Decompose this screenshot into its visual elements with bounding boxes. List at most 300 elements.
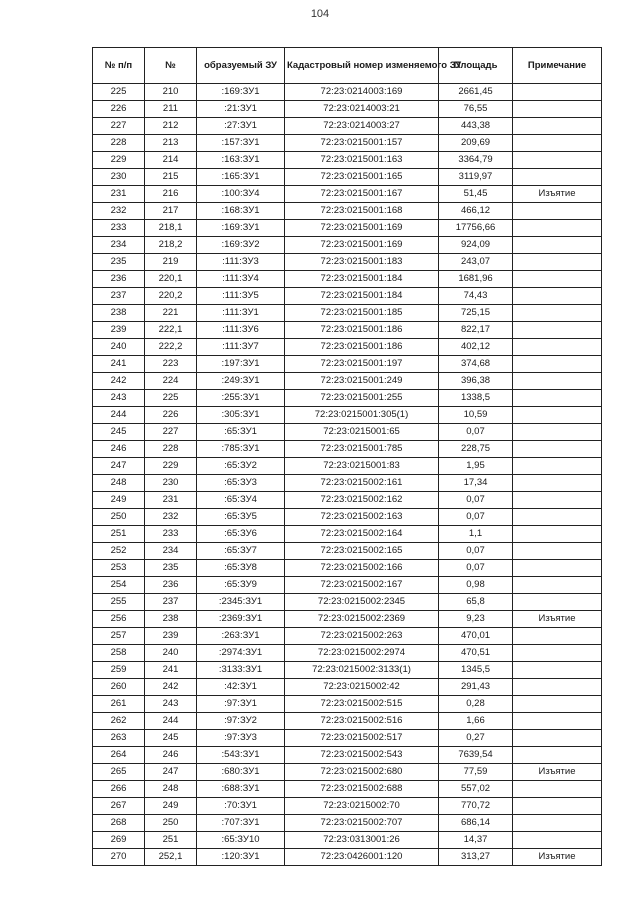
- table-row: [93, 101, 602, 118]
- cell-area: 74,43: [439, 288, 513, 305]
- cell-note: [513, 798, 602, 815]
- cell-area: 1,66: [439, 713, 513, 730]
- cell-formed-plot: :111:ЗУ4: [197, 271, 285, 288]
- cell-area: 396,38: [439, 373, 513, 390]
- table-row: [93, 339, 602, 356]
- cell-formed-plot: :169:ЗУ1: [197, 220, 285, 237]
- cell-number: 216: [145, 186, 197, 203]
- cell-number: 224: [145, 373, 197, 390]
- table-row: [93, 679, 602, 696]
- cell-row-number: 246: [93, 441, 145, 458]
- cell-note: Изъятие: [513, 849, 602, 866]
- table-row: [93, 781, 602, 798]
- cell-note: [513, 458, 602, 475]
- cell-cadastral-number: 72:23:0215001:157: [285, 135, 439, 152]
- table-row: [93, 118, 602, 135]
- cell-number: 235: [145, 560, 197, 577]
- cell-formed-plot: :97:ЗУ3: [197, 730, 285, 747]
- cell-area: 3364,79: [439, 152, 513, 169]
- cell-formed-plot: :168:ЗУ1: [197, 203, 285, 220]
- cell-row-number: 247: [93, 458, 145, 475]
- table-row: [93, 730, 602, 747]
- cell-row-number: 256: [93, 611, 145, 628]
- cell-number: 230: [145, 475, 197, 492]
- cell-number: 238: [145, 611, 197, 628]
- table-row: [93, 373, 602, 390]
- cell-number: 252,1: [145, 849, 197, 866]
- cell-row-number: 250: [93, 509, 145, 526]
- cell-row-number: 243: [93, 390, 145, 407]
- cell-note: [513, 101, 602, 118]
- cell-area: 51,45: [439, 186, 513, 203]
- cell-area: 374,68: [439, 356, 513, 373]
- cell-note: [513, 271, 602, 288]
- cell-formed-plot: :65:ЗУ9: [197, 577, 285, 594]
- cell-row-number: 240: [93, 339, 145, 356]
- cell-note: [513, 390, 602, 407]
- cell-note: [513, 594, 602, 611]
- header-area: Площадь: [439, 48, 513, 84]
- cell-note: [513, 628, 602, 645]
- cell-note: [513, 305, 602, 322]
- cell-number: 250: [145, 815, 197, 832]
- cell-number: 239: [145, 628, 197, 645]
- cell-number: 242: [145, 679, 197, 696]
- cell-number: 234: [145, 543, 197, 560]
- cell-note: [513, 679, 602, 696]
- cell-area: 14,37: [439, 832, 513, 849]
- cell-formed-plot: :65:ЗУ2: [197, 458, 285, 475]
- cell-number: 218,2: [145, 237, 197, 254]
- table-row: [93, 288, 602, 305]
- cell-formed-plot: :97:ЗУ1: [197, 696, 285, 713]
- cell-formed-plot: :543:ЗУ1: [197, 747, 285, 764]
- table-row: [93, 594, 602, 611]
- cell-cadastral-number: 72:23:0214003:21: [285, 101, 439, 118]
- cell-number: 220,2: [145, 288, 197, 305]
- cell-formed-plot: :21:ЗУ1: [197, 101, 285, 118]
- table-row: [93, 492, 602, 509]
- table-row: [93, 849, 602, 866]
- cell-area: 0,27: [439, 730, 513, 747]
- cell-formed-plot: :27:ЗУ1: [197, 118, 285, 135]
- cell-row-number: 268: [93, 815, 145, 832]
- cell-row-number: 270: [93, 849, 145, 866]
- cell-row-number: 269: [93, 832, 145, 849]
- table-row: [93, 458, 602, 475]
- cell-formed-plot: :100:ЗУ4: [197, 186, 285, 203]
- table-row: [93, 169, 602, 186]
- cell-formed-plot: :3133:ЗУ1: [197, 662, 285, 679]
- cell-row-number: 262: [93, 713, 145, 730]
- cell-cadastral-number: 72:23:0215001:186: [285, 322, 439, 339]
- cell-cadastral-number: 72:23:0215002:3133(1): [285, 662, 439, 679]
- cell-row-number: 235: [93, 254, 145, 271]
- table-row: [93, 543, 602, 560]
- cell-note: [513, 339, 602, 356]
- cell-note: [513, 220, 602, 237]
- cell-note: [513, 237, 602, 254]
- cell-area: 7639,54: [439, 747, 513, 764]
- table-row: [93, 815, 602, 832]
- cell-formed-plot: :65:ЗУ6: [197, 526, 285, 543]
- cell-formed-plot: :305:ЗУ1: [197, 407, 285, 424]
- cell-cadastral-number: 72:23:0215001:83: [285, 458, 439, 475]
- cell-number: 243: [145, 696, 197, 713]
- cell-area: 1,95: [439, 458, 513, 475]
- cell-note: [513, 118, 602, 135]
- table-row: [93, 560, 602, 577]
- cell-note: [513, 577, 602, 594]
- cell-cadastral-number: 72:23:0215002:517: [285, 730, 439, 747]
- table-row: [93, 696, 602, 713]
- cell-row-number: 267: [93, 798, 145, 815]
- cell-note: [513, 441, 602, 458]
- cell-area: 17756,66: [439, 220, 513, 237]
- cell-formed-plot: :2369:ЗУ1: [197, 611, 285, 628]
- cell-note: [513, 832, 602, 849]
- cell-row-number: 249: [93, 492, 145, 509]
- cell-number: 214: [145, 152, 197, 169]
- header-formed-plot: образуемый ЗУ: [197, 48, 285, 84]
- cell-formed-plot: :165:ЗУ1: [197, 169, 285, 186]
- table-row: [93, 628, 602, 645]
- table-row: [93, 526, 602, 543]
- table-row: [93, 662, 602, 679]
- cell-area: 2661,45: [439, 84, 513, 101]
- cell-row-number: 266: [93, 781, 145, 798]
- cell-number: 244: [145, 713, 197, 730]
- cell-row-number: 260: [93, 679, 145, 696]
- cell-row-number: 225: [93, 84, 145, 101]
- cell-formed-plot: :111:ЗУ1: [197, 305, 285, 322]
- cell-number: 213: [145, 135, 197, 152]
- cell-note: [513, 781, 602, 798]
- cell-area: 77,59: [439, 764, 513, 781]
- cell-note: [513, 203, 602, 220]
- cell-number: 241: [145, 662, 197, 679]
- table-row: [93, 747, 602, 764]
- cell-number: 220,1: [145, 271, 197, 288]
- cell-note: [513, 254, 602, 271]
- cell-formed-plot: :163:ЗУ1: [197, 152, 285, 169]
- cell-row-number: 237: [93, 288, 145, 305]
- table-row: [93, 407, 602, 424]
- page-number: 104: [310, 8, 330, 20]
- cell-note: [513, 543, 602, 560]
- cell-formed-plot: :197:ЗУ1: [197, 356, 285, 373]
- cell-row-number: 258: [93, 645, 145, 662]
- cell-cadastral-number: 72:23:0215001:169: [285, 220, 439, 237]
- cell-note: [513, 662, 602, 679]
- table-row: [93, 441, 602, 458]
- cell-row-number: 241: [93, 356, 145, 373]
- cell-cadastral-number: 72:23:0215002:166: [285, 560, 439, 577]
- cell-number: 225: [145, 390, 197, 407]
- cell-note: [513, 424, 602, 441]
- cell-row-number: 231: [93, 186, 145, 203]
- cell-note: [513, 373, 602, 390]
- cell-area: 924,09: [439, 237, 513, 254]
- cell-area: 3119,97: [439, 169, 513, 186]
- cell-number: 249: [145, 798, 197, 815]
- cell-area: 65,8: [439, 594, 513, 611]
- cell-row-number: 248: [93, 475, 145, 492]
- cell-cadastral-number: 72:23:0214003:27: [285, 118, 439, 135]
- cell-note: [513, 152, 602, 169]
- cell-row-number: 257: [93, 628, 145, 645]
- cell-cadastral-number: 72:23:0215001:186: [285, 339, 439, 356]
- cell-area: 0,28: [439, 696, 513, 713]
- cell-formed-plot: :111:ЗУ3: [197, 254, 285, 271]
- cell-row-number: 254: [93, 577, 145, 594]
- cell-note: [513, 509, 602, 526]
- cell-formed-plot: :65:ЗУ8: [197, 560, 285, 577]
- cell-cadastral-number: 72:23:0215002:2974: [285, 645, 439, 662]
- cell-area: 1345,5: [439, 662, 513, 679]
- cell-area: 0,07: [439, 560, 513, 577]
- cell-cadastral-number: 72:23:0215002:165: [285, 543, 439, 560]
- cell-cadastral-number: 72:23:0215001:167: [285, 186, 439, 203]
- cell-row-number: 265: [93, 764, 145, 781]
- table-header-row: [93, 48, 602, 84]
- cell-row-number: 238: [93, 305, 145, 322]
- cell-cadastral-number: 72:23:0215001:168: [285, 203, 439, 220]
- cell-area: 313,27: [439, 849, 513, 866]
- cell-formed-plot: :70:ЗУ1: [197, 798, 285, 815]
- cell-cadastral-number: 72:23:0215002:161: [285, 475, 439, 492]
- cell-cadastral-number: 72:23:0215002:2345: [285, 594, 439, 611]
- cell-cadastral-number: 72:23:0215002:680: [285, 764, 439, 781]
- cell-number: 221: [145, 305, 197, 322]
- cell-number: 219: [145, 254, 197, 271]
- cell-row-number: 232: [93, 203, 145, 220]
- table-body: [93, 84, 602, 866]
- cell-number: 232: [145, 509, 197, 526]
- cell-row-number: 264: [93, 747, 145, 764]
- cell-note: [513, 645, 602, 662]
- cell-note: [513, 730, 602, 747]
- cell-row-number: 253: [93, 560, 145, 577]
- cell-note: [513, 84, 602, 101]
- cell-formed-plot: :120:ЗУ1: [197, 849, 285, 866]
- cell-formed-plot: :680:ЗУ1: [197, 764, 285, 781]
- cell-number: 222,2: [145, 339, 197, 356]
- cell-number: 226: [145, 407, 197, 424]
- table-row: [93, 271, 602, 288]
- cell-note: [513, 356, 602, 373]
- cell-formed-plot: :688:ЗУ1: [197, 781, 285, 798]
- cell-cadastral-number: 72:23:0215001:184: [285, 288, 439, 305]
- cell-area: 470,51: [439, 645, 513, 662]
- cell-row-number: 226: [93, 101, 145, 118]
- cell-formed-plot: :169:ЗУ2: [197, 237, 285, 254]
- cell-area: 209,69: [439, 135, 513, 152]
- cell-note: [513, 407, 602, 424]
- cell-area: 17,34: [439, 475, 513, 492]
- cell-cadastral-number: 72:23:0215002:2369: [285, 611, 439, 628]
- cell-note: [513, 815, 602, 832]
- cell-cadastral-number: 72:23:0215001:163: [285, 152, 439, 169]
- cell-cadastral-number: 72:23:0215002:707: [285, 815, 439, 832]
- header-cadastral-number: Кадастровый номер изменяемого ЗУ: [285, 48, 439, 84]
- cell-formed-plot: :707:ЗУ1: [197, 815, 285, 832]
- cell-note: Изъятие: [513, 764, 602, 781]
- cell-cadastral-number: 72:23:0215001:785: [285, 441, 439, 458]
- cell-number: 236: [145, 577, 197, 594]
- table-row: [93, 322, 602, 339]
- cell-row-number: 263: [93, 730, 145, 747]
- cell-number: 251: [145, 832, 197, 849]
- cell-row-number: 255: [93, 594, 145, 611]
- cell-area: 725,15: [439, 305, 513, 322]
- cell-cadastral-number: 72:23:0215002:70: [285, 798, 439, 815]
- cell-row-number: 233: [93, 220, 145, 237]
- table-row: [93, 798, 602, 815]
- cell-cadastral-number: 72:23:0215001:184: [285, 271, 439, 288]
- table-row: [93, 832, 602, 849]
- cell-number: 233: [145, 526, 197, 543]
- cell-formed-plot: :249:ЗУ1: [197, 373, 285, 390]
- cell-note: [513, 475, 602, 492]
- cell-number: 215: [145, 169, 197, 186]
- cell-area: 770,72: [439, 798, 513, 815]
- cell-formed-plot: :65:ЗУ5: [197, 509, 285, 526]
- cell-area: 822,17: [439, 322, 513, 339]
- cell-number: 246: [145, 747, 197, 764]
- table-row: [93, 305, 602, 322]
- cell-number: 245: [145, 730, 197, 747]
- cell-cadastral-number: 72:23:0215001:183: [285, 254, 439, 271]
- cell-number: 229: [145, 458, 197, 475]
- cell-number: 222,1: [145, 322, 197, 339]
- cell-area: 470,01: [439, 628, 513, 645]
- cell-row-number: 261: [93, 696, 145, 713]
- land-plots-table: [92, 47, 602, 866]
- cell-number: 227: [145, 424, 197, 441]
- table-row: [93, 356, 602, 373]
- cell-area: 10,59: [439, 407, 513, 424]
- cell-area: 228,75: [439, 441, 513, 458]
- cell-area: 1681,96: [439, 271, 513, 288]
- table-row: [93, 390, 602, 407]
- cell-area: 686,14: [439, 815, 513, 832]
- cell-number: 218,1: [145, 220, 197, 237]
- cell-formed-plot: :169:ЗУ1: [197, 84, 285, 101]
- cell-note: [513, 135, 602, 152]
- cell-row-number: 252: [93, 543, 145, 560]
- cell-number: 237: [145, 594, 197, 611]
- cell-area: 291,43: [439, 679, 513, 696]
- cell-row-number: 259: [93, 662, 145, 679]
- cell-formed-plot: :97:ЗУ2: [197, 713, 285, 730]
- table-row: [93, 713, 602, 730]
- cell-formed-plot: :65:ЗУ7: [197, 543, 285, 560]
- cell-cadastral-number: 72:23:0215001:249: [285, 373, 439, 390]
- table-row: [93, 203, 602, 220]
- cell-area: 1338,5: [439, 390, 513, 407]
- cell-area: 9,23: [439, 611, 513, 628]
- table-row: [93, 220, 602, 237]
- cell-note: [513, 169, 602, 186]
- cell-number: 212: [145, 118, 197, 135]
- cell-cadastral-number: 72:23:0215002:515: [285, 696, 439, 713]
- cell-number: 210: [145, 84, 197, 101]
- cell-row-number: 234: [93, 237, 145, 254]
- cell-number: 248: [145, 781, 197, 798]
- header-note: Примечание: [513, 48, 602, 84]
- cell-cadastral-number: 72:23:0215001:65: [285, 424, 439, 441]
- cell-cadastral-number: 72:23:0215002:688: [285, 781, 439, 798]
- cell-formed-plot: :2974:ЗУ1: [197, 645, 285, 662]
- cell-area: 243,07: [439, 254, 513, 271]
- table-row: [93, 84, 602, 101]
- cell-area: 402,12: [439, 339, 513, 356]
- table-row: [93, 645, 602, 662]
- table-row: [93, 254, 602, 271]
- table-row: [93, 577, 602, 594]
- cell-area: 443,38: [439, 118, 513, 135]
- table-row: [93, 424, 602, 441]
- cell-number: 223: [145, 356, 197, 373]
- cell-area: 1,1: [439, 526, 513, 543]
- cell-row-number: 229: [93, 152, 145, 169]
- cell-formed-plot: :263:ЗУ1: [197, 628, 285, 645]
- cell-note: [513, 560, 602, 577]
- cell-cadastral-number: 72:23:0313001:26: [285, 832, 439, 849]
- cell-area: 0,07: [439, 492, 513, 509]
- cell-row-number: 230: [93, 169, 145, 186]
- cell-row-number: 244: [93, 407, 145, 424]
- cell-formed-plot: :65:ЗУ10: [197, 832, 285, 849]
- cell-cadastral-number: 72:23:0215001:165: [285, 169, 439, 186]
- header-number: №: [145, 48, 197, 84]
- cell-row-number: 242: [93, 373, 145, 390]
- cell-note: Изъятие: [513, 611, 602, 628]
- cell-area: 0,98: [439, 577, 513, 594]
- cell-number: 228: [145, 441, 197, 458]
- cell-formed-plot: :65:ЗУ3: [197, 475, 285, 492]
- cell-row-number: 245: [93, 424, 145, 441]
- cell-formed-plot: :255:ЗУ1: [197, 390, 285, 407]
- cell-note: [513, 713, 602, 730]
- cell-formed-plot: :65:ЗУ1: [197, 424, 285, 441]
- cell-note: [513, 526, 602, 543]
- cell-row-number: 227: [93, 118, 145, 135]
- cell-cadastral-number: 72:23:0215001:169: [285, 237, 439, 254]
- cell-cadastral-number: 72:23:0215002:263: [285, 628, 439, 645]
- cell-cadastral-number: 72:23:0215001:185: [285, 305, 439, 322]
- cell-formed-plot: :42:ЗУ1: [197, 679, 285, 696]
- cell-cadastral-number: 72:23:0215002:164: [285, 526, 439, 543]
- cell-number: 240: [145, 645, 197, 662]
- cell-cadastral-number: 72:23:0215002:167: [285, 577, 439, 594]
- cell-number: 231: [145, 492, 197, 509]
- cell-area: 557,02: [439, 781, 513, 798]
- table-row: [93, 509, 602, 526]
- table-row: [93, 475, 602, 492]
- cell-area: 0,07: [439, 543, 513, 560]
- cell-formed-plot: :111:ЗУ6: [197, 322, 285, 339]
- cell-cadastral-number: 72:23:0215001:197: [285, 356, 439, 373]
- cell-formed-plot: :111:ЗУ5: [197, 288, 285, 305]
- cell-row-number: 236: [93, 271, 145, 288]
- cell-number: 211: [145, 101, 197, 118]
- table-row: [93, 237, 602, 254]
- cell-note: [513, 492, 602, 509]
- cell-formed-plot: :157:ЗУ1: [197, 135, 285, 152]
- cell-number: 217: [145, 203, 197, 220]
